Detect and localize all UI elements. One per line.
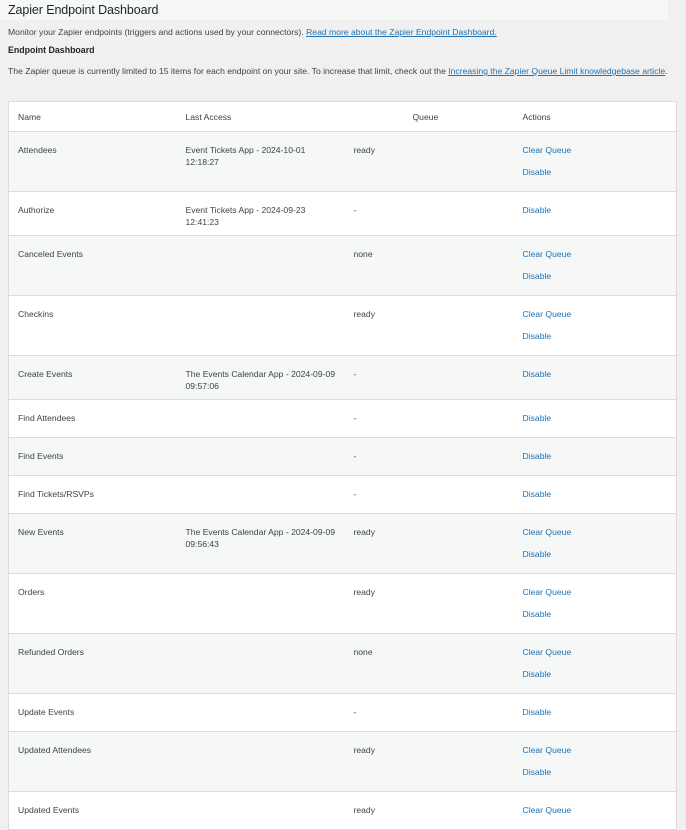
endpoint-name: Orders: [9, 574, 177, 634]
clear-queue-link[interactable]: Clear Queue: [522, 527, 572, 537]
clear-queue-link[interactable]: Clear Queue: [522, 587, 572, 597]
endpoint-name: Create Events: [9, 356, 177, 400]
col-last-access: Last Access: [177, 102, 345, 132]
disable-link[interactable]: Disable: [522, 205, 552, 215]
last-access: [177, 694, 345, 732]
table-row: [9, 476, 677, 514]
table-row: [9, 296, 677, 356]
endpoint-name: Canceled Events: [9, 236, 177, 296]
queue-status: ready: [345, 132, 514, 192]
endpoint-name: New Events: [9, 514, 177, 574]
disable-link[interactable]: Disable: [522, 707, 552, 717]
queue-status: none: [345, 634, 514, 694]
queue-status: none: [345, 236, 514, 296]
row-actions: [514, 132, 677, 192]
table-row: [9, 438, 677, 476]
queue-status: ready: [345, 574, 514, 634]
row-actions: [514, 400, 677, 438]
disable-link[interactable]: Disable: [522, 549, 552, 559]
table-header-row: [9, 102, 677, 132]
disable-link[interactable]: Disable: [522, 669, 552, 679]
col-name: Name: [9, 102, 177, 132]
endpoint-name: Refunded Orders: [9, 634, 177, 694]
row-actions: [514, 792, 677, 830]
queue-status: -: [345, 476, 514, 514]
last-access: [177, 400, 345, 438]
endpoint-name: Updated Events: [9, 792, 177, 830]
endpoint-name: Update Events: [9, 694, 177, 732]
clear-queue-link[interactable]: Clear Queue: [522, 145, 572, 155]
queue-status: ready: [345, 296, 514, 356]
last-access: [177, 792, 345, 830]
last-access: [177, 634, 345, 694]
clear-queue-link[interactable]: Clear Queue: [522, 805, 572, 815]
disable-link[interactable]: Disable: [522, 167, 552, 177]
disable-link[interactable]: Disable: [522, 767, 552, 777]
table-row: [9, 400, 677, 438]
row-actions: [514, 438, 677, 476]
queue-status: -: [345, 400, 514, 438]
last-access: [177, 438, 345, 476]
endpoint-name: Attendees: [9, 132, 177, 192]
limit-text: The Zapier queue is currently limited to 15 items for each endpoint on your site. To increase that limit, check out the Increasing the Zapier Queue Limit knowledgebase article.: [8, 66, 668, 76]
last-access: Event Tickets App - 2024-09-23 12:41:23: [177, 192, 345, 236]
row-actions: [514, 296, 677, 356]
table-row: [9, 634, 677, 694]
last-access: [177, 574, 345, 634]
last-access: The Events Calendar App - 2024-09-09 09:57:06: [177, 356, 345, 400]
endpoint-name: Find Events: [9, 438, 177, 476]
disable-link[interactable]: Disable: [522, 271, 552, 281]
queue-status: ready: [345, 732, 514, 792]
disable-link[interactable]: Disable: [522, 609, 552, 619]
queue-status: ready: [345, 792, 514, 830]
clear-queue-link[interactable]: Clear Queue: [522, 249, 572, 259]
table-row: [9, 132, 677, 192]
table-row: [9, 694, 677, 732]
disable-link[interactable]: Disable: [522, 369, 552, 379]
row-actions: [514, 476, 677, 514]
queue-limit-link[interactable]: Increasing the Zapier Queue Limit knowledgebase article: [448, 66, 666, 76]
table-row: [9, 236, 677, 296]
row-actions: [514, 634, 677, 694]
disable-link[interactable]: Disable: [522, 451, 552, 461]
clear-queue-link[interactable]: Clear Queue: [522, 647, 572, 657]
queue-status: -: [345, 192, 514, 236]
disable-link[interactable]: Disable: [522, 413, 552, 423]
last-access: The Events Calendar App - 2024-09-09 09:56:43: [177, 514, 345, 574]
row-actions: [514, 732, 677, 792]
row-actions: [514, 356, 677, 400]
last-access: [177, 296, 345, 356]
endpoint-name: Find Tickets/RSVPs: [9, 476, 177, 514]
disable-link[interactable]: Disable: [522, 331, 552, 341]
endpoint-name: Find Attendees: [9, 400, 177, 438]
clear-queue-link[interactable]: Clear Queue: [522, 309, 572, 319]
table-row: [9, 732, 677, 792]
table-row: [9, 514, 677, 574]
row-actions: [514, 574, 677, 634]
section-title: Endpoint Dashboard: [8, 45, 95, 55]
page-title: Zapier Endpoint Dashboard: [8, 3, 159, 17]
intro-text: Monitor your Zapier endpoints (triggers and actions used by your connectors). Read more about the Zapier Endpoint Dashboard.: [8, 27, 497, 37]
table-row: [9, 192, 677, 236]
row-actions: [514, 514, 677, 574]
col-queue: Queue: [345, 102, 514, 132]
row-actions: [514, 694, 677, 732]
row-actions: [514, 236, 677, 296]
endpoint-name: Authorize: [9, 192, 177, 236]
table-row: [9, 356, 677, 400]
read-more-link[interactable]: Read more about the Zapier Endpoint Dashboard.: [306, 27, 497, 37]
table-row: [9, 574, 677, 634]
last-access: Event Tickets App - 2024-10-01 12:18:27: [177, 132, 345, 192]
last-access: [177, 732, 345, 792]
row-actions: [514, 192, 677, 236]
queue-status: -: [345, 694, 514, 732]
last-access: [177, 476, 345, 514]
queue-status: -: [345, 356, 514, 400]
page-header: [0, 0, 668, 20]
clear-queue-link[interactable]: Clear Queue: [522, 745, 572, 755]
endpoint-name: Checkins: [9, 296, 177, 356]
endpoint-name: Updated Attendees: [9, 732, 177, 792]
table-row: [9, 792, 677, 830]
col-actions: Actions: [514, 102, 677, 132]
last-access: [177, 236, 345, 296]
disable-link[interactable]: Disable: [522, 489, 552, 499]
queue-status: -: [345, 438, 514, 476]
queue-status: ready: [345, 514, 514, 574]
endpoint-table: [8, 101, 677, 830]
